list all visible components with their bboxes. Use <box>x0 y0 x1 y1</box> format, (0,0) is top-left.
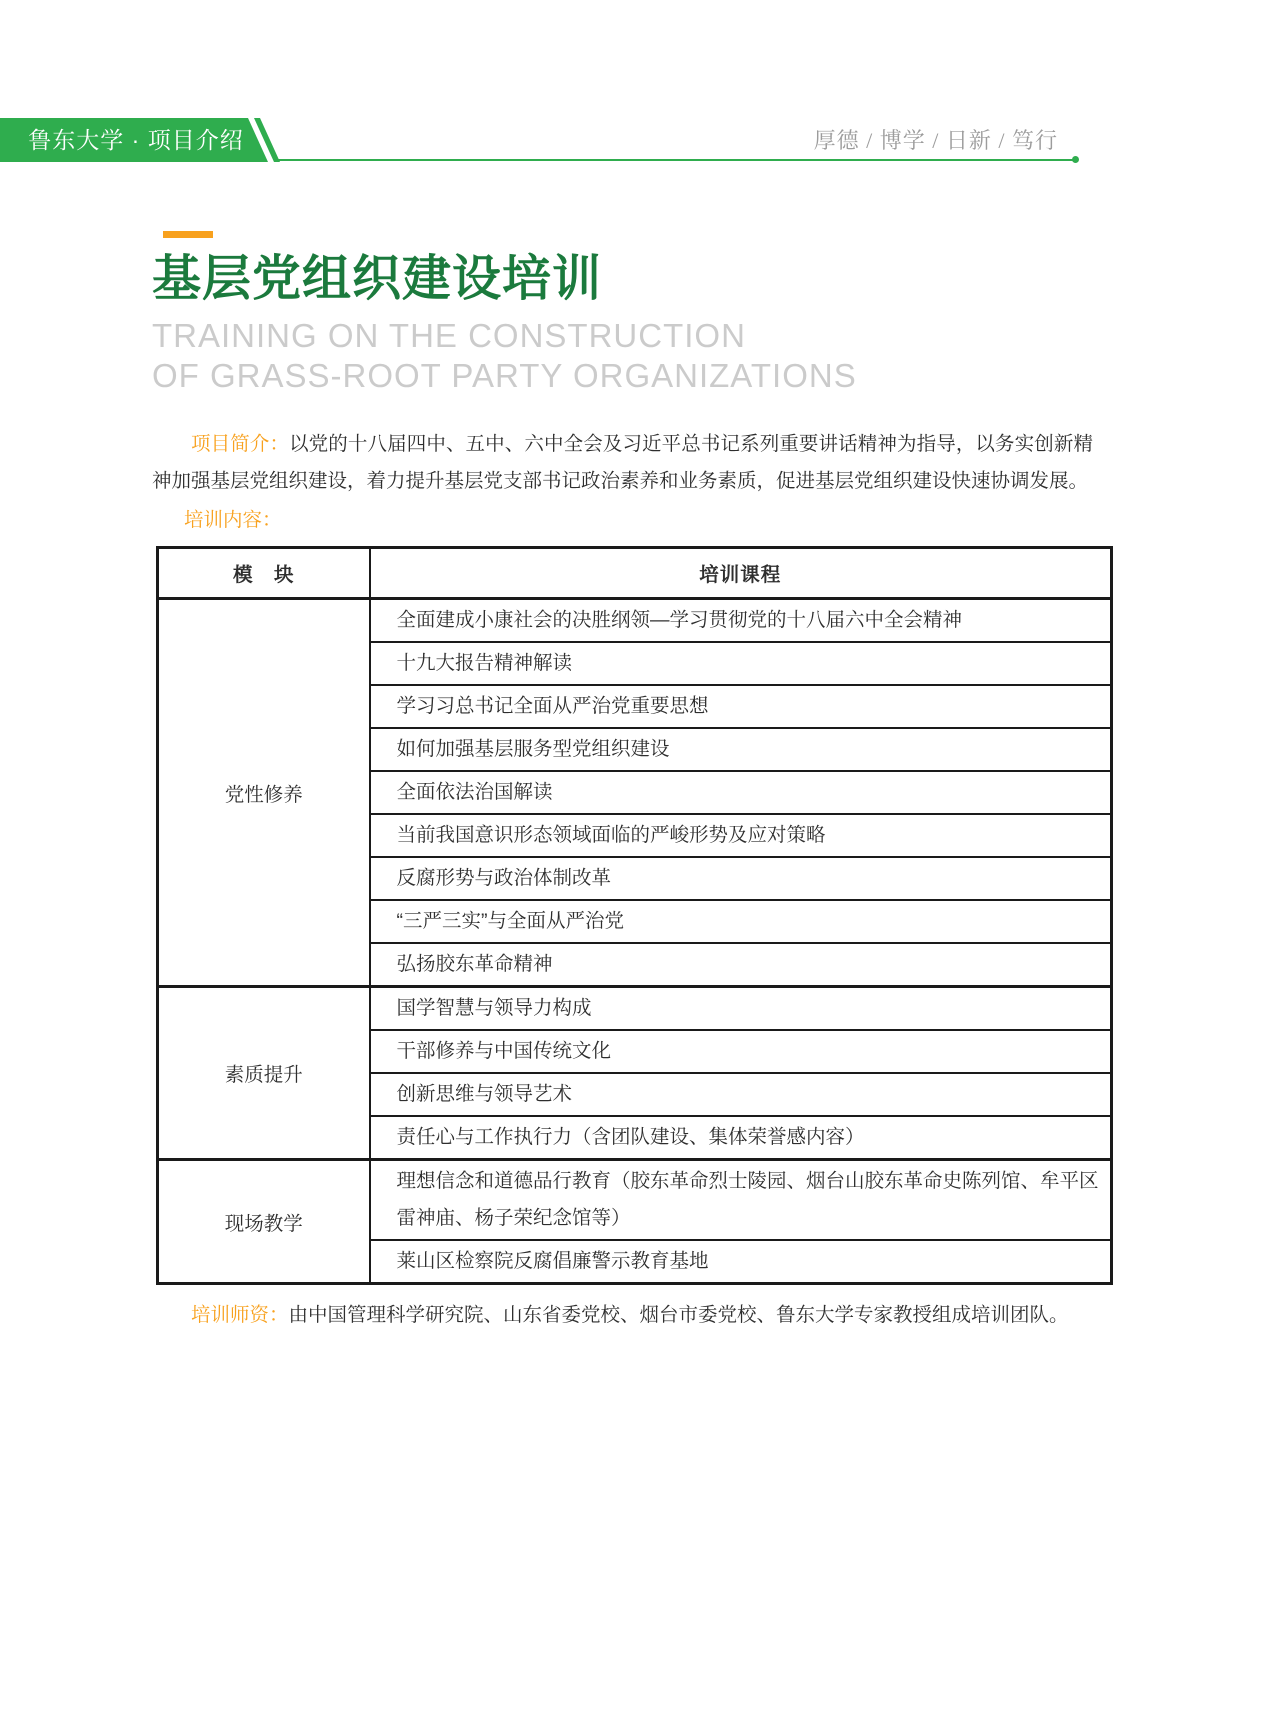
subtitle-line-2: OF GRASS-ROOT PARTY ORGANIZATIONS <box>152 357 857 394</box>
intro-text: 以党的十八届四中、五中、六中全会及习近平总书记系列重要讲话精神为指导，以务实创新精神加强基层党组织建设，着力提升基层党支部书记政治素养和业务素质，促进基层党组织建设快速协调发展。 <box>152 433 1093 492</box>
course-cell: 学习习总书记全面从严治党重要思想 <box>370 685 1112 728</box>
faculty-text: 由中国管理科学研究院、山东省委党校、烟台市委党校、鲁东大学专家教授组成培训团队。 <box>288 1304 1069 1326</box>
header-motto: 厚德 / 博学 / 日新 / 笃行 <box>813 128 1058 153</box>
course-cell: 全面建成小康社会的决胜纲领—学习贯彻党的十八届六中全会精神 <box>370 599 1112 643</box>
course-cell: 创新思维与领导艺术 <box>370 1073 1112 1116</box>
intro-label: 项目简介： <box>191 433 290 455</box>
page-title: 基层党组织建设培训 <box>152 252 603 306</box>
subtitle-line-1: TRAINING ON THE CONSTRUCTION <box>152 317 746 354</box>
table-row <box>158 987 1112 1031</box>
page-subtitle-en <box>152 316 1102 396</box>
course-cell: 如何加强基层服务型党组织建设 <box>370 728 1112 771</box>
table-header-row <box>158 548 1112 599</box>
section-dash <box>163 231 213 238</box>
intro-paragraph <box>152 426 1093 500</box>
content-label: 培训内容： <box>184 509 282 531</box>
table-row <box>158 1160 1112 1241</box>
module-cell: 现场教学 <box>158 1160 370 1284</box>
course-cell: 国学智慧与领导力构成 <box>370 987 1112 1031</box>
course-cell: 反腐形势与政治体制改革 <box>370 857 1112 900</box>
header-divider-dot <box>1072 156 1079 163</box>
course-cell: 莱山区检察院反腐倡廉警示教育基地 <box>370 1240 1112 1284</box>
header-divider-line <box>278 159 1074 161</box>
training-table <box>156 546 1113 1285</box>
course-cell: 十九大报告精神解读 <box>370 642 1112 685</box>
course-cell: 全面依法治国解读 <box>370 771 1112 814</box>
table-body <box>158 599 1112 1284</box>
course-cell: 当前我国意识形态领域面临的严峻形势及应对策略 <box>370 814 1112 857</box>
course-cell: 理想信念和道德品行教育（胶东革命烈士陵园、烟台山胶东革命史陈列馆、牟平区雷神庙、杨子荣纪念馆等） <box>370 1160 1112 1241</box>
table-row <box>158 599 1112 643</box>
page-header <box>0 118 1276 164</box>
module-cell: 素质提升 <box>158 987 370 1160</box>
table-header-module: 模 块 <box>158 548 370 599</box>
course-cell: “三严三实”与全面从严治党 <box>370 900 1112 943</box>
course-cell: 责任心与工作执行力（含团队建设、集体荣誉感内容） <box>370 1116 1112 1160</box>
title-block <box>152 231 1102 396</box>
table-header-course: 培训课程 <box>370 548 1112 599</box>
faculty-label: 培训师资： <box>191 1304 289 1326</box>
training-table-wrap <box>156 546 1113 1285</box>
module-cell: 党性修养 <box>158 599 370 987</box>
banner-title: 鲁东大学 · 项目介绍 <box>28 127 244 153</box>
course-cell: 弘扬胶东革命精神 <box>370 943 1112 987</box>
course-cell: 干部修养与中国传统文化 <box>370 1030 1112 1073</box>
faculty-paragraph <box>152 1297 1093 1334</box>
